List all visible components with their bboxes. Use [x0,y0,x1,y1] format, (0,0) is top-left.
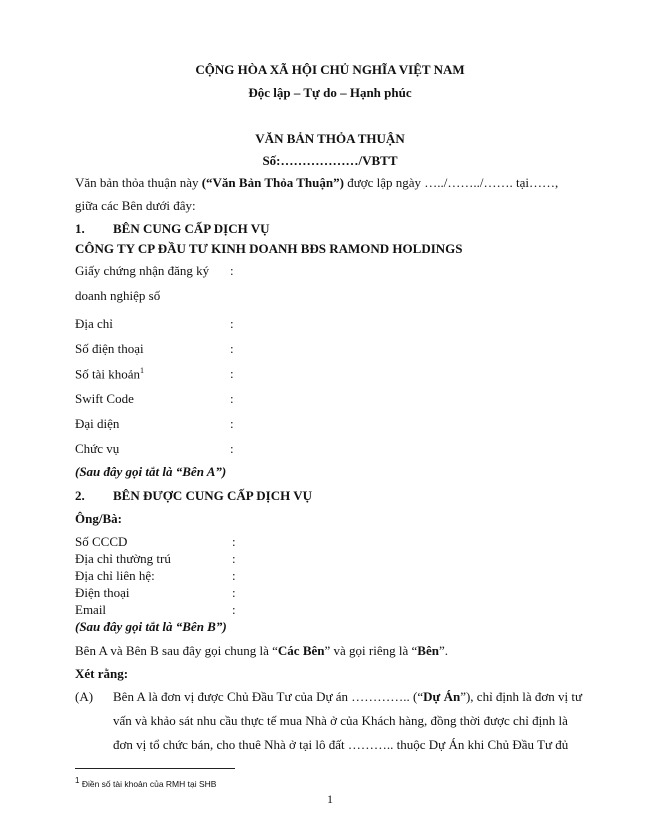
party-b-name-label: Ông/Bà: [75,511,122,526]
footnote-ref: 1 [140,366,144,375]
project-term: Dự Án [423,689,461,704]
party-b-number: 2. [75,488,85,503]
party-a-company: CÔNG TY CP ĐẦU TƯ KINH DOANH BĐS RAMOND HOLDINGS [75,241,463,256]
field-label: Địa chỉ [75,316,113,331]
field-colon: : [232,602,236,617]
field-colon: : [230,341,234,356]
party-b-title: BÊN ĐƯỢC CUNG CẤP DỊCH VỤ [113,488,312,503]
field-label: Số CCCD [75,534,128,549]
field-label: Swift Code [75,391,134,406]
party-a-title: BÊN CUNG CẤP DỊCH VỤ [113,221,270,236]
document-title: VĂN BẢN THỎA THUẬN [255,131,405,146]
field-label: Đại diện [75,416,120,431]
field-label: Giấy chứng nhận đăng ký [75,263,210,278]
intro-text-c: được lập ngày …../……../……. tại……, [343,175,559,190]
national-motto: Độc lập – Tự do – Hạnh phúc [248,85,412,100]
party-b-heading [75,488,312,504]
whereas-text: ”), chỉ định là đơn vị tư [460,689,583,704]
whereas-heading: Xét rằng: [75,666,129,681]
whereas-item-line-1 [113,689,582,705]
field-colon: : [232,568,236,583]
field-colon: : [232,551,236,566]
whereas-text: Bên A là đơn vị được Chủ Đầu Tư của Dự án ………….. (“ [113,689,424,704]
intro-text-a: Văn bản thỏa thuận này [75,175,202,190]
field-label: Chức vụ [75,441,120,456]
country-name: CỘNG HÒA XÃ HỘI CHỦ NGHĨA VIỆT NAM [195,62,465,77]
field-colon: : [232,534,236,549]
page-number: 1 [327,792,333,806]
field-colon: : [230,366,234,381]
parties-term-all: Các Bên [277,643,325,658]
field-label: Địa chỉ thường trú [75,551,171,566]
field-label: Điện thoại [75,585,130,600]
parties-definition [75,643,448,659]
footnote [75,776,216,789]
intro-line-2: giữa các Bên dưới đây: [75,198,196,213]
parties-text: ”. [438,643,448,658]
field-label: Số điện thoại [75,341,144,356]
footnote-separator [75,768,235,769]
party-a-heading [75,221,270,237]
field-colon: : [230,316,234,331]
parties-text: ” và gọi riêng là “ [324,643,418,658]
field-label: doanh nghiệp số [75,288,161,303]
footnote-mark: 1 [75,776,80,785]
parties-term-single: Bên [417,643,439,658]
field-colon: : [230,391,234,406]
field-label: Số tài khoản$^1$ [75,366,144,382]
field-label: Địa chỉ liên hệ: [75,568,155,583]
field-colon: : [232,585,236,600]
whereas-item-line-2: vấn và khảo sát nhu cầu thực tế mua Nhà ở của Khách hàng, đồng thời được chỉ định là [113,713,568,728]
parties-text: Bên A và Bên B sau đây gọi chung là “ [75,643,278,658]
whereas-item-line-3: đơn vị tổ chức bán, cho thuê Nhà ở tại lô đất ……….. thuộc Dự Án khi Chủ Đầu Tư đủ [113,737,569,752]
intro-line-1 [75,175,558,191]
party-b-alias: (Sau đây gọi tắt là “Bên B”) [75,619,227,634]
field-label: Email [75,602,107,617]
intro-term: (“Văn Bản Thỏa Thuận”) [201,175,344,190]
whereas-item-label: (A) [75,689,94,704]
field-colon: : [230,441,234,456]
document-number: Số:………………/VBTT [262,153,398,168]
field-colon: : [230,416,234,431]
party-a-number: 1. [75,221,85,236]
footnote-text: Điền số tài khoản của RMH tại SHB [79,778,217,789]
field-colon: : [230,263,234,278]
party-a-alias: (Sau đây gọi tắt là “Bên A”) [75,464,227,479]
